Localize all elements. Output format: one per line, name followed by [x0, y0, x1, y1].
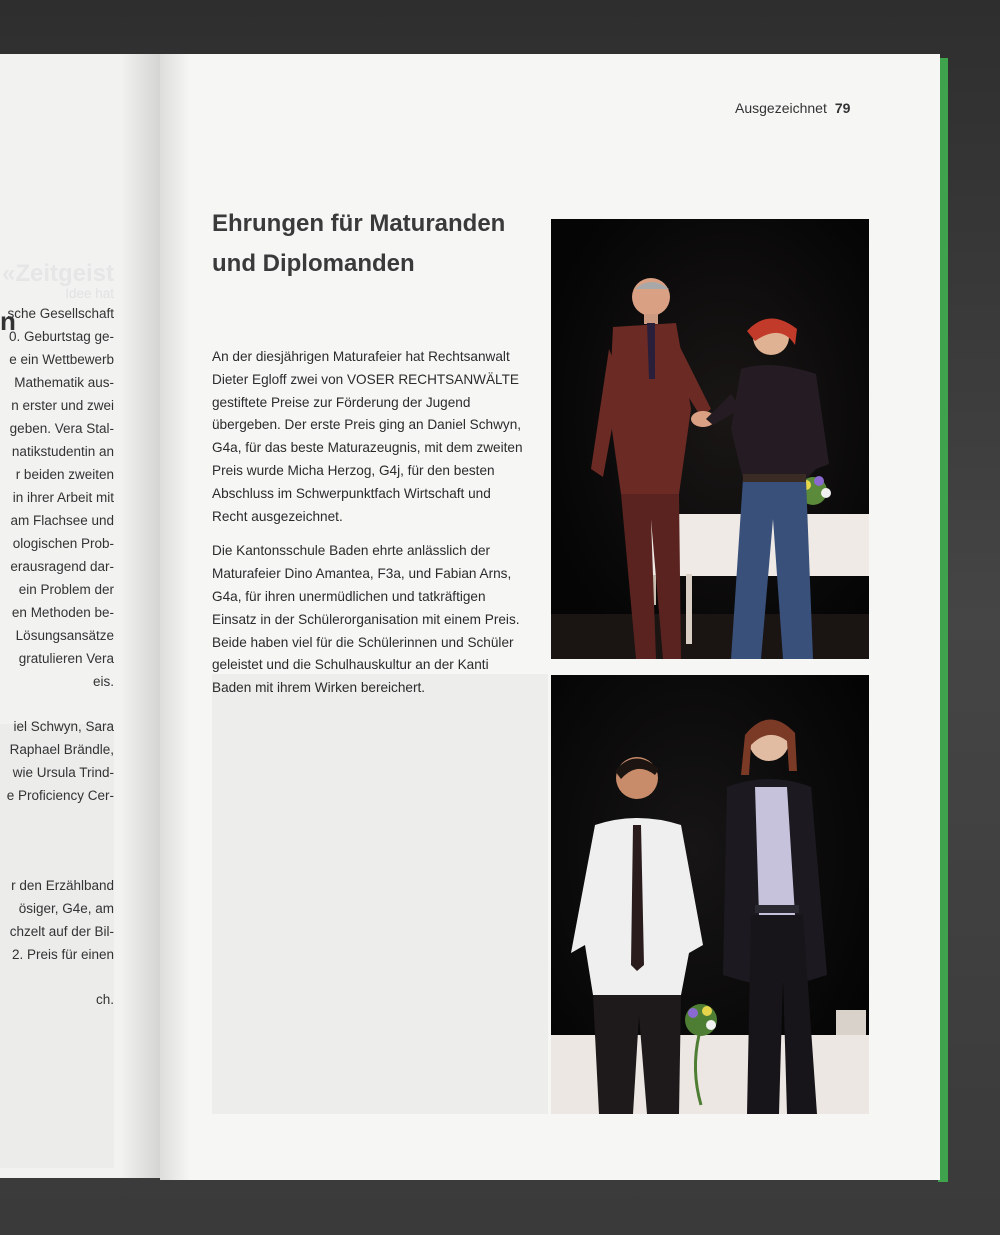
left-line: ch. — [95, 992, 114, 1007]
left-line: sche Gesellschaft — [7, 306, 114, 321]
gutter-shadow — [160, 54, 190, 1180]
students-photo-illustration — [551, 675, 869, 1114]
left-line: gratulieren Vera — [18, 651, 114, 666]
left-line: e Proficiency Cer- — [6, 788, 114, 803]
left-line: n erster und zwei — [11, 398, 114, 413]
article-body — [212, 346, 530, 712]
left-line: 2. Preis für einen — [11, 947, 114, 962]
left-line: ein Problem der — [18, 582, 114, 597]
left-line: Lösungsansätze — [15, 628, 114, 643]
page-number: 79 — [834, 100, 851, 116]
left-line: am Flachsee und — [10, 513, 114, 528]
right-page — [160, 54, 940, 1180]
left-line: ösiger, G4e, am — [18, 901, 114, 916]
left-line: geben. Vera Stal- — [9, 421, 114, 436]
left-line: chzelt auf der Bil- — [9, 924, 114, 939]
article-title: Ehrungen für Maturanden und Diplomanden — [212, 210, 506, 277]
left-line: erausragend dar- — [10, 559, 114, 574]
article-paragraph: Die Kantonsschule Baden ehrte anlässlich der Maturafeier Dino Amantea, F3a, und Fabian Arns, G4a, für ihren unermüdlichen und tatkräftigen Einsatz in der Schülerorganisation mit einem Preis. Beide haben viel für die Schülerinnen und Schüler geleistet und die Schulhauskultur an der Kanti Baden mit ihrem Wirken bereichert. — [212, 543, 520, 696]
left-heading-ghost: «Zeitgeist — [1, 260, 114, 287]
handshake-photo — [551, 219, 869, 659]
left-line: ologischen Prob- — [12, 536, 114, 551]
left-line: eis. — [92, 674, 114, 689]
article-paragraph: An der diesjährigen Maturafeier hat Rechtsanwalt Dieter Egloff zwei von VOSER RECHTSANWÄLTE gestiftete Preise zur Förderung der Jugend übergeben. Der erste Preis ging an Daniel Schwyn, G4a, für das beste Maturazeugnis, mit dem zweiten Preis wurde Micha Herzog, G4j, für den besten Abschluss im Schwerpunktfach Wirtschaft und Recht ausgezeichnet. — [212, 349, 523, 524]
left-line: 0. Geburtstag ge- — [8, 329, 114, 344]
section-label: Ausgezeichnet — [735, 100, 827, 116]
left-line: r den Erzählband — [11, 878, 114, 893]
left-page — [0, 54, 160, 1178]
students-photo — [551, 675, 869, 1114]
grey-text-block — [212, 674, 548, 1114]
left-line: Raphael Brändle, — [9, 742, 114, 757]
left-line: e ein Wettbewerb — [9, 352, 114, 367]
left-line: in ihrer Arbeit mit — [12, 490, 114, 505]
left-line: en Methoden be- — [11, 605, 114, 620]
left-ghost-line: Idee hat — [65, 286, 114, 301]
left-page-shadow — [120, 54, 160, 1178]
left-line: r beiden zweiten — [15, 467, 114, 482]
running-head — [735, 100, 850, 116]
left-line: natikstudentin an — [11, 444, 114, 459]
left-line: Mathematik aus- — [14, 375, 114, 390]
handshake-photo-illustration — [551, 219, 869, 659]
left-line: iel Schwyn, Sara — [13, 719, 114, 734]
left-heading: n — [0, 306, 16, 336]
left-line: wie Ursula Trind- — [12, 765, 114, 780]
